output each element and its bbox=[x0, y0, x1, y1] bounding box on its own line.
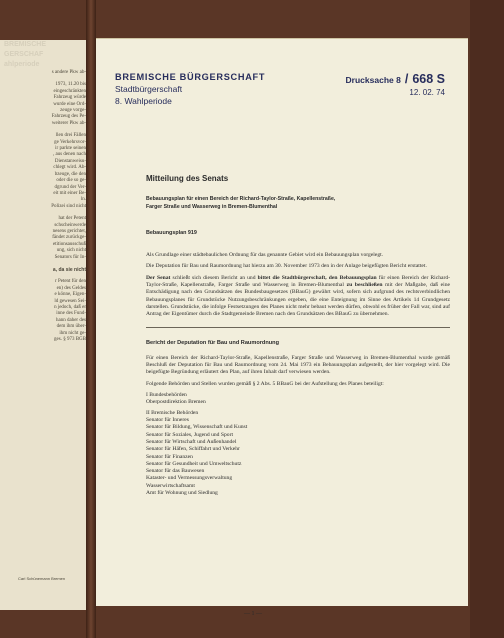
authority-line: Senator für das Bauwesen bbox=[146, 468, 205, 475]
fragment-line: en) des Geldes bbox=[56, 285, 86, 291]
page-number: — 1 — bbox=[244, 611, 262, 617]
printer-mark: Carl Schünemann Bremen bbox=[18, 576, 66, 581]
paragraph: Die Deputation für Bau und Raumordnung hat hierzu am 30. November 1973 den in der Anlage beigefügten Bericht erstattet. bbox=[146, 263, 427, 270]
fragment-line: ln. bbox=[80, 197, 86, 203]
left-page-strong-fragment: a, da sie nicht bbox=[52, 266, 86, 273]
drucksache-separator: / bbox=[404, 72, 409, 86]
fragment-line: chlegt wird. Ab- bbox=[53, 165, 86, 171]
fragment-line: dem ihm über- bbox=[56, 324, 86, 330]
binder-edge bbox=[470, 0, 504, 638]
fragment-line: , aus denen nach bbox=[52, 152, 86, 158]
authority-line: I Bundesbehörden bbox=[146, 392, 187, 399]
org-name: BREMISCHE BÜRGERSCHAFT bbox=[115, 72, 266, 82]
bold-text: Der Senat bbox=[146, 274, 171, 281]
legislative-period: 8. Wahlperiode bbox=[115, 96, 172, 106]
fragment-line: ir parkte seinen bbox=[55, 146, 86, 152]
fragment-line: ung, sich nicht bbox=[56, 248, 86, 254]
authority-line: Wasserwirtschaftsamt bbox=[146, 482, 195, 489]
left-page-faded-heading bbox=[0, 40, 89, 70]
fragment-line: dgrund der Ver- bbox=[54, 184, 86, 190]
fragment-line: oder die so ge- bbox=[56, 178, 86, 184]
fragment-line: nesens gerichtet, bbox=[52, 228, 86, 234]
authority-line: Senator für Soziales, Jugend und Sport bbox=[146, 431, 234, 438]
fragment-line: llen drei Fällen bbox=[55, 133, 86, 139]
fragment-line: schscheinwerde bbox=[54, 222, 86, 228]
document-page bbox=[96, 38, 468, 617]
drucksache-number bbox=[346, 72, 445, 86]
fragment-line: bzeuge, die den bbox=[54, 171, 86, 177]
fragment-line: etitionsausschuß bbox=[52, 241, 86, 247]
fragment-line: Senators für In- bbox=[54, 254, 86, 260]
left-page-fragments-2 bbox=[0, 279, 89, 343]
authority-line: Senator für Häfen, Schiffahrt und Verkehr bbox=[146, 446, 240, 453]
bold-text: bittet die Stadtbürgerschaft, den Bebauungsplan bbox=[257, 274, 377, 281]
authority-line: Senator für Finanzen bbox=[146, 453, 193, 460]
faded-heading-line: GERSCHAF bbox=[4, 51, 44, 58]
fragment-line: ld gewesen Sei- bbox=[54, 298, 86, 304]
paragraph: Als Grundlage einer städtebaulichen Ordnung für das genannte Gebiet wird ein Bebauungsplan vorgelegt. bbox=[146, 252, 384, 258]
authority-line: Senator für Bildung, Wissenschaft und Kunst bbox=[146, 424, 248, 431]
bold-text: zu beschließen bbox=[346, 282, 383, 289]
senate-resolution-paragraph bbox=[146, 275, 450, 319]
faded-heading-line: BREMISCHE bbox=[4, 41, 47, 48]
fragment-line: inne des Fund- bbox=[56, 311, 86, 317]
fragment-line: s andere Pkw ab- bbox=[51, 70, 86, 75]
authority-group-federal bbox=[146, 392, 450, 407]
document-title: Mitteilung des Senats bbox=[146, 174, 229, 183]
fragment-line: hat der Petent bbox=[58, 216, 86, 222]
document-date: 12. 02. 74 bbox=[409, 88, 445, 97]
fragment-line: 1973, 11.20 bis bbox=[55, 82, 86, 88]
fragment-line: weiterer Pkw ab- bbox=[51, 120, 86, 126]
text: mit der Maßgabe, daß eine Entschädigung nach den Grundsätzen des Bundesbaugesetzes (BBauG) gewährt wird, sofern sich aufgrund des rechtsverbindlichen Bebauungsplanes für Grundstücke Nutzungsbeschränkungen ergeben, die eine Enteignung im Sinne des Artikels 14 Grundgesetz darstellen. Grundstücke, die infolge Festsetzungen des Planes nicht mehr bebaut werden dürfen, obwohl es früher der Fall war, sind auf Antrag der Eigentümer durch die Stadtgemeinde Bremen nach den Grundsätzen des BBauG zu übernehmen. bbox=[146, 282, 451, 318]
left-page-fragments bbox=[0, 70, 89, 261]
authority-line: Oberpostdirektion Bremen bbox=[146, 399, 206, 406]
authority-group-bremen bbox=[146, 410, 450, 498]
text: für einen Bereich der Richard-Taylor-Straße, Kapellenstraße, Farger Straße und Wasserweg in Bremen-Blumenthal bbox=[146, 274, 450, 289]
authority-line: Senator für Gesundheit und Umweltschutz bbox=[146, 460, 242, 467]
fragment-line: n jedoch, daß er bbox=[54, 305, 86, 310]
plan-number: Bebauungsplan 919 bbox=[146, 230, 197, 236]
faded-heading-line: ahlperiode bbox=[4, 61, 40, 68]
authority-line: Senator für Wirtschaft und Außenhandel bbox=[146, 438, 237, 445]
org-body: Stadtbürgerschaft bbox=[115, 84, 183, 94]
binding-edge bbox=[86, 0, 96, 638]
authority-line: Kataster- und Vermessungsverwaltung bbox=[146, 475, 233, 482]
fragment-line: ihm nicht ge- bbox=[59, 330, 86, 336]
fragment-line: ges. § 973 BGB bbox=[54, 337, 86, 343]
drucksache-label: Drucksache 8 bbox=[345, 75, 401, 85]
paragraph: Für einen Bereich der Richard-Taylor-Straße, Kapellenstraße, Farger Straße und Wasserweg in Bremen-Blumenthal wurde gemäß Beschluß der Deputation für Bau und Raumordnung vom 24. Mai 1973 ein Bebauungsplan aufgestellt, der hier vorgelegt wird. Die beigefügte Begründung erläutert den Plan, auf ihren Inhalt darf verwiesen werden. bbox=[146, 354, 450, 376]
document-subject bbox=[146, 195, 450, 211]
fragment-line: zeuge vorge- bbox=[60, 108, 86, 114]
fragment-line: fändet zurückge- bbox=[52, 235, 86, 241]
subject-line: Bebauungsplan für einen Bereich der Richard-Taylor-Straße, Kapellenstraße, bbox=[146, 196, 336, 202]
fragment-line: Fahrzeug des Pe- bbox=[51, 114, 86, 120]
section-divider bbox=[146, 327, 450, 328]
fragment-line: Dienstanweisu- bbox=[54, 158, 86, 164]
fragment-line: e könne, Eigen- bbox=[54, 292, 86, 298]
fragment-line: Fahrzeug würde bbox=[53, 95, 86, 101]
authority-line: Senator für Inneres bbox=[146, 417, 189, 424]
fragment-line: Polizei sind nicht bbox=[51, 203, 86, 209]
fragment-line: eingeschränkten bbox=[53, 88, 86, 94]
text: schließt sich diesem Bericht an und bbox=[170, 274, 258, 281]
fragment-line: wurde eine Ord- bbox=[53, 101, 86, 107]
document-header bbox=[115, 72, 445, 106]
drucksache-value: 668 S bbox=[412, 72, 445, 86]
fragment-line: ge Verkehrsvor- bbox=[54, 139, 86, 145]
section-heading: Bericht der Deputation für Bau und Raumordnung bbox=[146, 339, 280, 346]
fragment-line: r Petent für den bbox=[55, 279, 86, 285]
left-page bbox=[0, 40, 90, 610]
paragraph: Folgende Behörden und Stellen wurden gemäß § 2 Abs. 5 BBauG bei der Aufstellung des Planes beteiligt: bbox=[146, 380, 384, 387]
fragment-line: eit mit einer Be- bbox=[53, 190, 86, 196]
authority-line: II Bremische Behörden bbox=[146, 409, 199, 416]
fragment-line: hann daher des bbox=[56, 317, 86, 323]
subject-line: Farger Straße und Wasserweg in Bremen-Blumenthal bbox=[146, 204, 278, 210]
authority-line: Amt für Wohnung und Siedlung bbox=[146, 489, 218, 496]
document-body bbox=[146, 174, 450, 497]
